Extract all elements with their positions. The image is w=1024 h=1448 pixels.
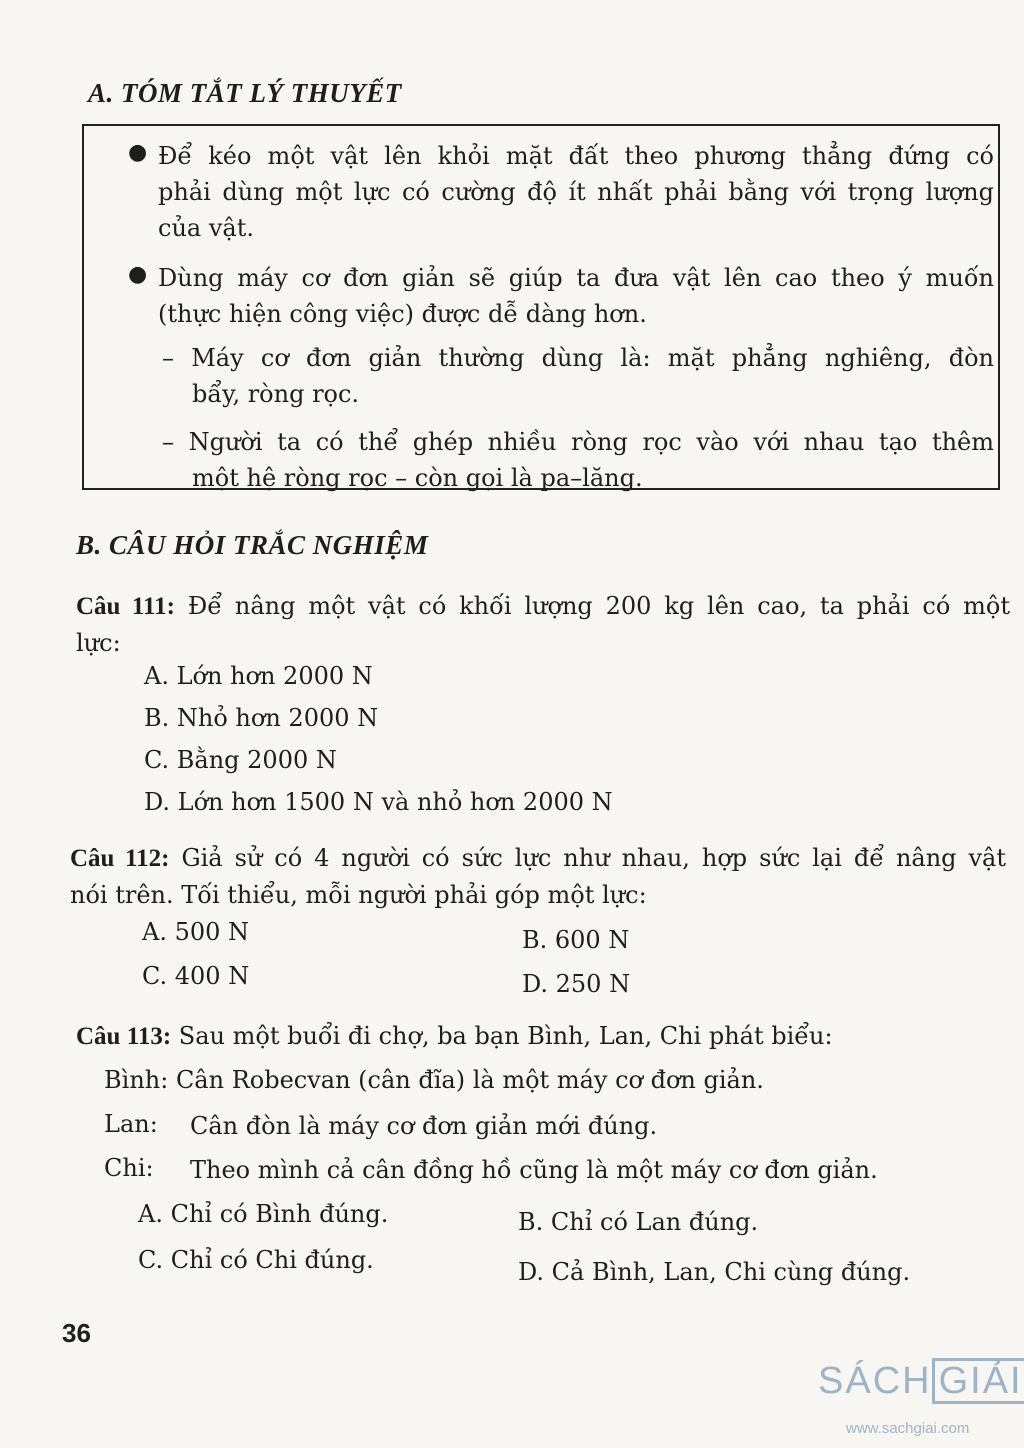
text-line: một hệ ròng rọc – còn gọi là pa–lăng. bbox=[192, 464, 643, 492]
question-text-line: nói trên. Tối thiểu, mỗi người phải góp một lực: bbox=[70, 881, 647, 909]
section-a-title: A. TÓM TẮT LÝ THUYẾT bbox=[88, 78, 402, 108]
text-line: bẩy, ròng rọc. bbox=[192, 380, 360, 408]
q113-chi-statement: Theo mình cả cân đồng hồ cũng là một máy cơ đơn giản. bbox=[190, 1156, 878, 1184]
q113-lan-label: Lan: bbox=[104, 1110, 158, 1138]
question-text: Để nâng một vật có khối lượng 200 kg lên cao, ta phải có một bbox=[187, 592, 1010, 620]
question-label: Câu 113: bbox=[76, 1023, 172, 1050]
q113-lan-statement: Cân đòn là máy cơ đơn giản mới đúng. bbox=[190, 1112, 658, 1140]
q112-option-d: D. 250 N bbox=[522, 970, 631, 998]
theory-bullet-2 bbox=[158, 260, 994, 332]
question-text-line: lực: bbox=[76, 629, 121, 657]
text-line: phải dùng một lực có cường độ ít nhất phải bằng với trọng lượng bbox=[158, 178, 994, 206]
section-b-title: B. CÂU HỎI TRẮC NGHIỆM bbox=[76, 530, 429, 560]
question-112 bbox=[70, 840, 1006, 913]
q113-option-b: B. Chỉ có Lan đúng. bbox=[518, 1208, 759, 1236]
q111-option-b: B. Nhỏ hơn 2000 N bbox=[144, 704, 379, 732]
q112-option-a: A. 500 N bbox=[142, 918, 250, 946]
theory-dash-1 bbox=[162, 340, 994, 412]
watermark-logo bbox=[818, 1358, 1024, 1404]
watermark-url: www.sachgiai.com bbox=[846, 1420, 970, 1437]
q111-option-a: A. Lớn hơn 2000 N bbox=[144, 662, 373, 690]
q111-option-d: D. Lớn hơn 1500 N và nhỏ hơn 2000 N bbox=[144, 788, 613, 816]
question-text-line bbox=[70, 840, 1006, 877]
question-label: Câu 112: bbox=[70, 845, 170, 872]
q113-option-c: C. Chỉ có Chi đúng. bbox=[138, 1246, 374, 1274]
question-113 bbox=[76, 1018, 1006, 1055]
question-label: Câu 111: bbox=[76, 593, 176, 620]
text-line: Để kéo một vật lên khỏi mặt đất theo phương thẳng đứng có bbox=[158, 142, 994, 170]
text-line: (thực hiện công việc) được dễ dàng hơn. bbox=[158, 300, 647, 328]
theory-dash-2 bbox=[162, 424, 994, 496]
q112-option-b: B. 600 N bbox=[522, 926, 630, 954]
q112-option-c: C. 400 N bbox=[142, 962, 250, 990]
q113-option-a: A. Chỉ có Bình đúng. bbox=[138, 1200, 389, 1228]
text-line: của vật. bbox=[158, 214, 254, 242]
text-line: – Người ta có thể ghép nhiều ròng rọc vào với nhau tạo thêm bbox=[162, 428, 994, 456]
theory-bullet-1 bbox=[158, 138, 994, 246]
q113-option-d: D. Cả Bình, Lan, Chi cùng đúng. bbox=[518, 1258, 911, 1286]
bullet-icon: ● bbox=[128, 140, 148, 165]
watermark-box-text: GIẢI bbox=[932, 1358, 1024, 1404]
q113-chi-label: Chi: bbox=[104, 1154, 154, 1182]
text-line: – Máy cơ đơn giản thường dùng là: mặt phẳng nghiêng, đòn bbox=[162, 344, 994, 372]
question-text-line bbox=[76, 588, 1010, 625]
q111-option-c: C. Bằng 2000 N bbox=[144, 746, 337, 774]
question-111 bbox=[76, 588, 1010, 661]
bullet-icon: ● bbox=[128, 262, 148, 287]
page-number: 36 bbox=[62, 1318, 91, 1348]
question-text: Sau một buổi đi chợ, ba bạn Bình, Lan, Chi phát biểu: bbox=[178, 1022, 833, 1050]
question-text: Giả sử có 4 người có sức lực như nhau, hợp sức lại để nâng vật bbox=[181, 844, 1007, 872]
watermark-text: SÁCH bbox=[818, 1360, 932, 1402]
q113-binh-statement: Bình: Cân Robecvan (cân đĩa) là một máy cơ đơn giản. bbox=[104, 1066, 764, 1094]
text-line: Dùng máy cơ đơn giản sẽ giúp ta đưa vật lên cao theo ý muốn bbox=[158, 264, 994, 292]
